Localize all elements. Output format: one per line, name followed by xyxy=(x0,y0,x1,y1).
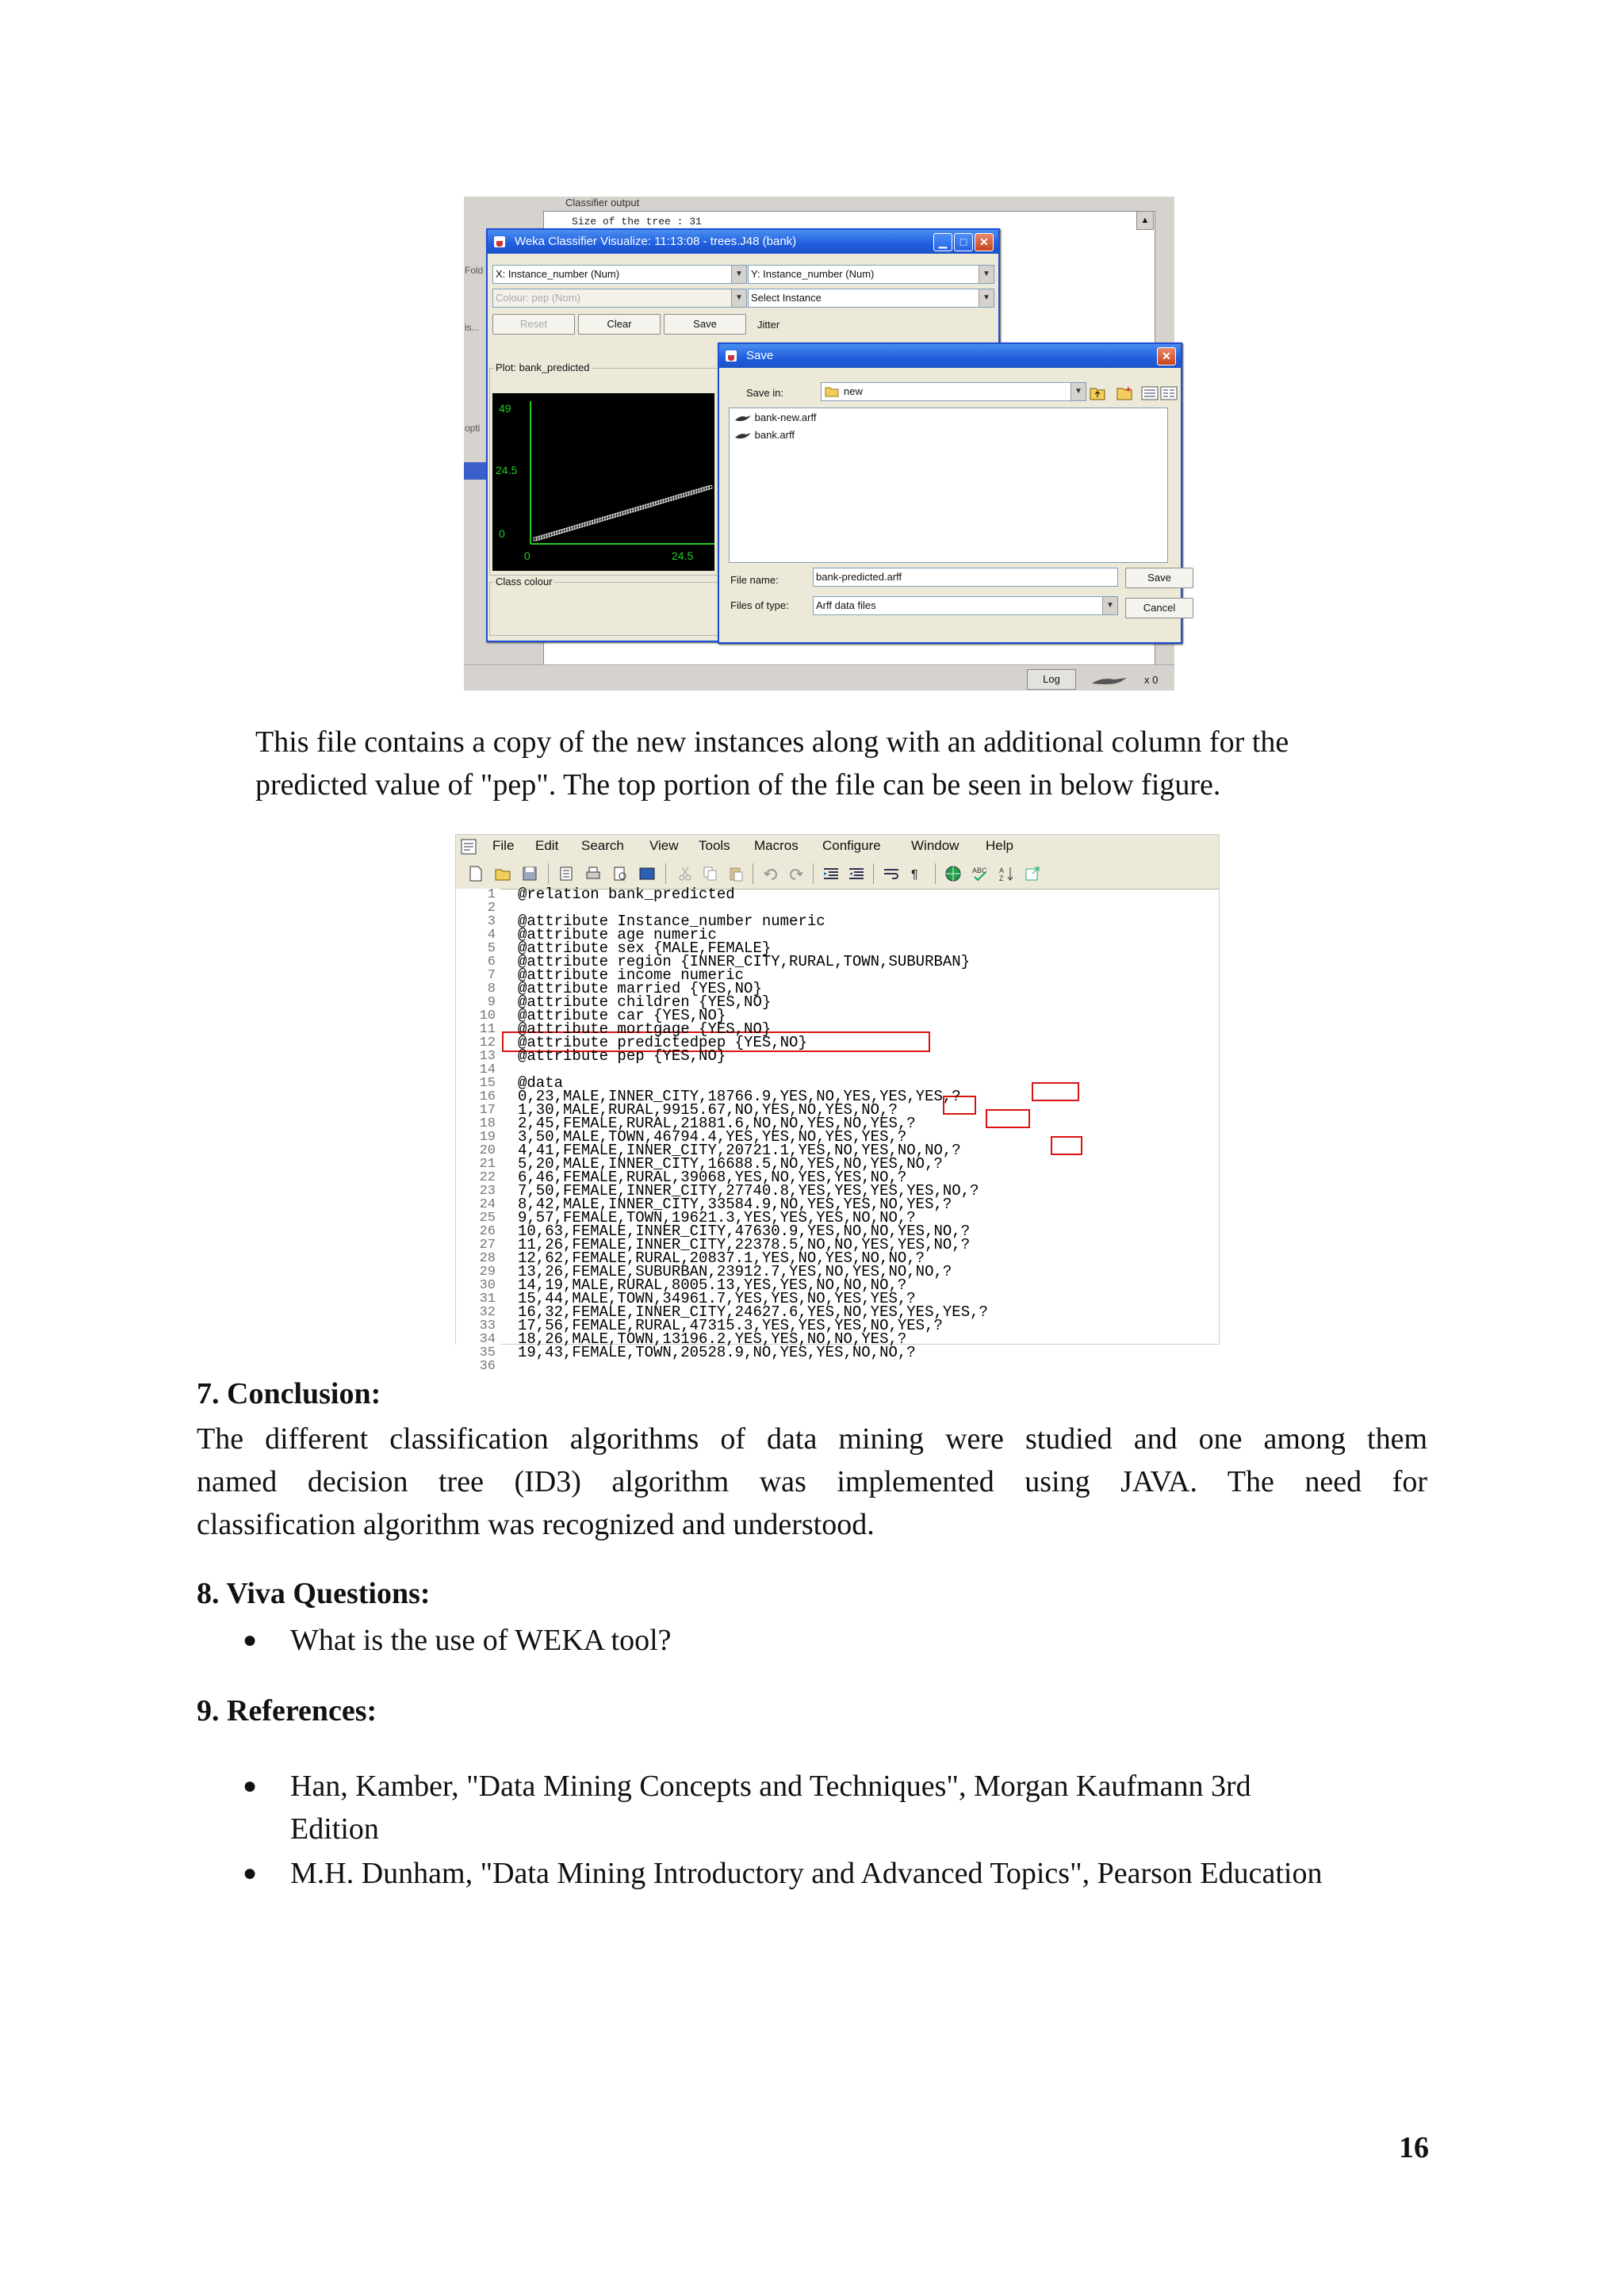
selected-result-item[interactable] xyxy=(464,462,486,480)
select-instance-select[interactable] xyxy=(748,289,994,308)
code-line: 5,20,MALE,INNER_CITY,16688.5,NO,YES,NO,YES,NO,? xyxy=(518,1155,943,1173)
line-number: 17 xyxy=(479,1103,496,1118)
reference-1-line-2: Edition xyxy=(290,1812,379,1846)
code-line: 7,50,FEMALE,INNER_CITY,27740.8,YES,YES,YES,YES,NO,? xyxy=(518,1182,979,1200)
svg-text:ABC: ABC xyxy=(972,867,987,874)
toolbar-separator xyxy=(813,863,814,884)
highlight-row2-predicted xyxy=(986,1109,1030,1128)
close-file-icon[interactable] xyxy=(557,865,575,882)
copy-icon[interactable] xyxy=(702,865,719,882)
app-icon xyxy=(461,839,477,855)
x-tick-left: 0 xyxy=(524,549,530,562)
code-line: 13,26,FEMALE,SUBURBAN,23912.7,YES,NO,YES,NO,NO,? xyxy=(518,1263,952,1280)
line-number: 18 xyxy=(479,1116,496,1131)
undo-icon[interactable] xyxy=(762,865,779,882)
menu-file[interactable]: File xyxy=(492,838,515,853)
code-line: @relation bank_predicted xyxy=(518,886,735,903)
reference-2-text: M.H. Dunham, "Data Mining Introductory and Advanced Topics", Pearson Education xyxy=(290,1857,1323,1890)
paste-icon[interactable] xyxy=(727,865,745,882)
line-number: 19 xyxy=(479,1130,496,1145)
menu-help[interactable]: Help xyxy=(986,838,1013,853)
x-axis-select[interactable] xyxy=(492,265,747,284)
save-plot-button[interactable]: Save xyxy=(664,314,746,335)
file-list[interactable] xyxy=(729,408,1168,563)
line-number: 5 xyxy=(487,941,496,956)
viva-item-text: What is the use of WEKA tool? xyxy=(290,1624,672,1657)
colour-select[interactable] xyxy=(492,289,747,308)
code-line: @attribute children {YES,NO} xyxy=(518,993,772,1011)
code-line: 19,43,FEMALE,TOWN,20528.9,NO,YES,YES,NO,NO,? xyxy=(518,1344,916,1361)
line-number: 3 xyxy=(487,914,496,929)
code-line: 15,44,MALE,TOWN,34961.7,YES,YES,NO,YES,YES,? xyxy=(518,1290,916,1307)
maximize-button[interactable]: □ xyxy=(954,233,973,251)
conclusion-heading: 7. Conclusion: xyxy=(197,1377,381,1410)
toolbar-separator xyxy=(548,863,549,884)
status-count: x 0 xyxy=(1144,674,1159,686)
code-line: 16,32,FEMALE,INNER_CITY,24627.6,YES,NO,YES,YES,YES,? xyxy=(518,1303,988,1321)
clear-button[interactable]: Clear xyxy=(578,314,661,335)
code-line: @attribute Instance_number numeric xyxy=(518,913,825,930)
code-line: 3,50,MALE,TOWN,46794.4,YES,YES,NO,YES,YES,? xyxy=(518,1128,907,1146)
line-number: 25 xyxy=(479,1211,496,1226)
fold-label: Fold xyxy=(465,265,484,276)
line-number: 36 xyxy=(479,1359,496,1374)
menu-macros[interactable]: Macros xyxy=(754,838,799,853)
code-line: @attribute region {INNER_CITY,RURAL,TOWN,SUBURBAN} xyxy=(518,953,971,970)
unindent-icon[interactable] xyxy=(848,865,865,882)
line-number: 35 xyxy=(479,1345,496,1360)
folder-icon xyxy=(825,386,839,397)
toolbar-separator xyxy=(873,863,874,884)
code-line: 17,56,FEMALE,RURAL,47315.3,YES,YES,YES,NO,YES,? xyxy=(518,1317,943,1334)
jitter-label: Jitter xyxy=(757,319,780,331)
line-number: 9 xyxy=(487,995,496,1010)
line-number: 28 xyxy=(479,1251,496,1266)
code-line: @attribute car {YES,NO} xyxy=(518,1007,726,1024)
line-number: 11 xyxy=(479,1022,496,1037)
bullet-icon: ● xyxy=(243,1860,258,1886)
line-number-gutter xyxy=(456,887,500,1374)
y-tick-top: 49 xyxy=(499,402,511,415)
word-wrap-icon[interactable] xyxy=(883,865,900,882)
line-number: 10 xyxy=(479,1008,496,1024)
file-name-1: bank-new.arff xyxy=(754,411,817,423)
chevron-down-icon: ▼ xyxy=(1102,597,1117,614)
conclusion-line-2: named decision tree (ID3) algorithm was implemented using JAVA. The need for xyxy=(197,1465,1427,1498)
details-view-icon[interactable] xyxy=(1160,385,1178,401)
code-line: 10,63,FEMALE,INNER_CITY,47630.9,YES,NO,NO,YES,NO,? xyxy=(518,1223,971,1240)
print-icon[interactable] xyxy=(584,865,602,882)
line-number: 22 xyxy=(479,1170,496,1185)
up-folder-icon[interactable] xyxy=(1089,385,1106,401)
code-line: 12,62,FEMALE,RURAL,20837.1,YES,NO,YES,NO,NO,? xyxy=(518,1249,925,1267)
highlight-row0-predicted xyxy=(1032,1082,1079,1101)
line-number: 29 xyxy=(479,1265,496,1280)
weka-bird-icon xyxy=(734,431,752,441)
truncated-label: is... xyxy=(465,322,480,333)
save-dialog xyxy=(718,342,1182,644)
save-disk-icon[interactable] xyxy=(521,865,538,882)
code-line: 4,41,FEMALE,INNER_CITY,20721.1,YES,NO,YES,NO,NO,? xyxy=(518,1142,961,1159)
classifier-output-line: Size of the tree : 31 xyxy=(572,216,702,228)
select-instance-value: Select Instance xyxy=(751,292,822,304)
line-number: 26 xyxy=(479,1224,496,1239)
code-line: @attribute married {YES,NO} xyxy=(518,980,762,997)
file-item[interactable] xyxy=(734,429,795,441)
spell-check-icon[interactable] xyxy=(971,865,989,882)
y-axis-select[interactable] xyxy=(748,265,994,284)
line-number: 34 xyxy=(479,1332,496,1347)
chevron-down-icon: ▼ xyxy=(979,289,994,307)
y-tick-mid: 24.5 xyxy=(496,464,518,476)
file-name-input[interactable]: bank-predicted.arff xyxy=(813,568,1118,587)
editor-screenshot xyxy=(455,834,1220,1374)
sort-icon[interactable] xyxy=(998,865,1016,882)
line-number: 8 xyxy=(487,982,496,997)
svg-text:A: A xyxy=(999,867,1005,874)
java-cup-icon xyxy=(492,235,507,249)
code-line: 6,46,FEMALE,RURAL,39068,YES,NO,YES,YES,NO,? xyxy=(518,1169,907,1186)
line-number: 33 xyxy=(479,1318,496,1334)
code-line: @attribute sex {MALE,FEMALE} xyxy=(518,939,772,957)
code-line: @attribute mortgage {YES,NO} xyxy=(518,1020,772,1038)
conclusion-line-3: classification algorithm was recognized and understood. xyxy=(197,1508,875,1541)
new-folder-icon[interactable] xyxy=(1116,385,1133,401)
save-button[interactable]: Save xyxy=(1125,568,1193,588)
save-dialog-titlebar[interactable] xyxy=(719,344,1181,368)
code-line: 9,57,FEMALE,TOWN,19621.3,YES,YES,YES,NO,NO,? xyxy=(518,1209,916,1226)
indent-icon[interactable] xyxy=(822,865,840,882)
line-number: 1 xyxy=(487,887,496,902)
chevron-down-icon: ▼ xyxy=(731,266,746,283)
line-number: 32 xyxy=(479,1305,496,1320)
save-dialog-title: Save xyxy=(746,349,774,362)
code-line: 18,26,MALE,TOWN,13196.2,YES,YES,NO,NO,YES,? xyxy=(518,1330,907,1348)
visualize-titlebar[interactable] xyxy=(488,230,998,254)
menu-search[interactable]: Search xyxy=(581,838,624,853)
file-name-label: File name: xyxy=(730,574,779,586)
page-number: 16 xyxy=(1399,2131,1429,2164)
code-line: 8,42,MALE,INNER_CITY,33584.9,NO,YES,YES,NO,YES,? xyxy=(518,1196,952,1213)
code-line: 1,30,MALE,RURAL,9915.67,NO,YES,NO,YES,NO,? xyxy=(518,1101,898,1119)
save-in-value: new xyxy=(844,385,863,397)
menu-tools[interactable]: Tools xyxy=(699,838,730,853)
chevron-down-icon: ▼ xyxy=(731,289,746,307)
code-line: @attribute income numeric xyxy=(518,966,745,984)
scatter-plot[interactable] xyxy=(492,393,714,571)
references-heading: 9. References: xyxy=(197,1694,377,1728)
files-of-type-value: Arff data files xyxy=(816,599,876,611)
chevron-down-icon: ▼ xyxy=(979,266,994,283)
classifier-output-label: Classifier output xyxy=(565,197,640,209)
chevron-down-icon: ▼ xyxy=(1071,383,1086,400)
menu-configure[interactable]: Configure xyxy=(822,838,881,853)
line-number: 20 xyxy=(479,1143,496,1158)
intro-line-2: predicted value of "pep". The top portion of the file can be seen in below figure. xyxy=(255,768,1221,802)
open-folder-icon[interactable] xyxy=(494,865,511,882)
close-button[interactable]: ✕ xyxy=(1157,347,1176,365)
menu-edit[interactable]: Edit xyxy=(535,838,559,853)
options-label: opti xyxy=(465,423,481,434)
plot-points xyxy=(534,486,712,541)
file-name-2: bank.arff xyxy=(754,429,795,441)
print-preview-icon[interactable] xyxy=(611,865,629,882)
colour-value: Colour: pep (Nom) xyxy=(496,292,580,304)
files-of-type-select[interactable] xyxy=(813,596,1118,615)
bullet-icon: ● xyxy=(243,1773,258,1799)
y-tick-bottom: 0 xyxy=(499,527,505,540)
line-number: 21 xyxy=(479,1157,496,1172)
weka-screenshot xyxy=(464,197,1174,690)
code-line: @attribute age numeric xyxy=(518,926,717,943)
code-line: 14,19,MALE,RURAL,8005.13,YES,YES,NO,NO,NO,? xyxy=(518,1276,907,1294)
redo-icon[interactable] xyxy=(787,865,805,882)
svg-text:Z: Z xyxy=(999,874,1004,882)
external-tool-icon[interactable] xyxy=(1024,865,1041,882)
reference-1-line-1: Han, Kamber, "Data Mining Concepts and Techniques", Morgan Kaufmann 3rd xyxy=(290,1770,1251,1803)
show-spaces-icon[interactable] xyxy=(908,865,925,882)
cancel-button[interactable]: Cancel xyxy=(1125,598,1193,618)
conclusion-line-1: The different classification algorithms of data mining were studied and one among them xyxy=(197,1422,1427,1456)
menu-window[interactable]: Window xyxy=(911,838,959,853)
toolbar-separator xyxy=(935,863,936,884)
line-number: 7 xyxy=(487,968,496,983)
plot-canvas xyxy=(492,393,714,571)
code-line: 11,26,FEMALE,INNER_CITY,22378.5,NO,NO,YES,YES,NO,? xyxy=(518,1236,971,1253)
weka-bird-icon xyxy=(734,414,752,423)
line-number: 24 xyxy=(479,1197,496,1212)
line-number: 12 xyxy=(479,1035,496,1050)
html-view-icon[interactable] xyxy=(638,865,656,882)
file-item[interactable] xyxy=(734,411,816,423)
line-number: 4 xyxy=(487,928,496,943)
svg-text:¶: ¶ xyxy=(911,868,918,882)
new-file-icon[interactable] xyxy=(467,865,485,882)
web-globe-icon[interactable] xyxy=(944,865,962,882)
line-number: 23 xyxy=(479,1184,496,1199)
line-number: 30 xyxy=(479,1278,496,1293)
line-number: 16 xyxy=(479,1089,496,1104)
toolbar-separator xyxy=(665,863,666,884)
save-in-select[interactable] xyxy=(821,382,1086,401)
code-line: 2,45,FEMALE,RURAL,21881.6,NO,NO,YES,NO,YES,? xyxy=(518,1115,916,1132)
viva-heading: 8. Viva Questions: xyxy=(197,1577,431,1610)
line-number: 15 xyxy=(479,1076,496,1091)
line-number: 2 xyxy=(487,901,496,916)
minimize-button[interactable]: ▁ xyxy=(933,233,952,251)
class-colour-label: Class colour xyxy=(496,576,553,587)
intro-line-1: This file contains a copy of the new instances along with an additional column for the xyxy=(255,725,1289,759)
log-button[interactable]: Log xyxy=(1027,669,1076,690)
highlight-row4-predicted xyxy=(1051,1136,1082,1155)
java-cup-icon xyxy=(724,349,738,363)
reset-button[interactable]: Reset xyxy=(492,314,575,335)
visualize-title: Weka Classifier Visualize: 11:13:08 - trees.J48 (bank) xyxy=(515,235,797,248)
code-line: @attribute predictedpep {YES,NO} xyxy=(518,1034,807,1051)
list-view-icon[interactable] xyxy=(1141,385,1159,401)
line-number: 6 xyxy=(487,955,496,970)
save-in-label: Save in: xyxy=(746,387,783,399)
y-axis-value: Y: Instance_number (Num) xyxy=(751,268,875,280)
line-number: 31 xyxy=(479,1292,496,1307)
line-number: 27 xyxy=(479,1238,496,1253)
code-line: @data xyxy=(518,1074,564,1092)
cut-icon[interactable] xyxy=(676,865,694,882)
x-axis-value: X: Instance_number (Num) xyxy=(496,268,620,280)
plot-label: Plot: bank_predicted xyxy=(496,362,590,373)
menu-view[interactable]: View xyxy=(649,838,679,853)
conclusion-body xyxy=(197,1418,1427,1503)
line-number: 14 xyxy=(479,1062,496,1077)
code-line: @attribute pep {YES,NO} xyxy=(518,1047,726,1065)
x-tick-mid: 24.5 xyxy=(672,549,694,562)
close-button[interactable]: ✕ xyxy=(975,233,994,251)
weka-bird-icon xyxy=(1090,675,1130,687)
line-number: 13 xyxy=(479,1049,496,1064)
files-of-type-label: Files of type: xyxy=(730,599,789,611)
bullet-icon: ● xyxy=(243,1627,258,1653)
menu-bar xyxy=(456,835,1219,859)
code-line: 0,23,MALE,INNER_CITY,18766.9,YES,NO,YES,YES,YES,? xyxy=(518,1088,961,1105)
scroll-up-arrow-icon[interactable]: ▲ xyxy=(1136,211,1154,230)
